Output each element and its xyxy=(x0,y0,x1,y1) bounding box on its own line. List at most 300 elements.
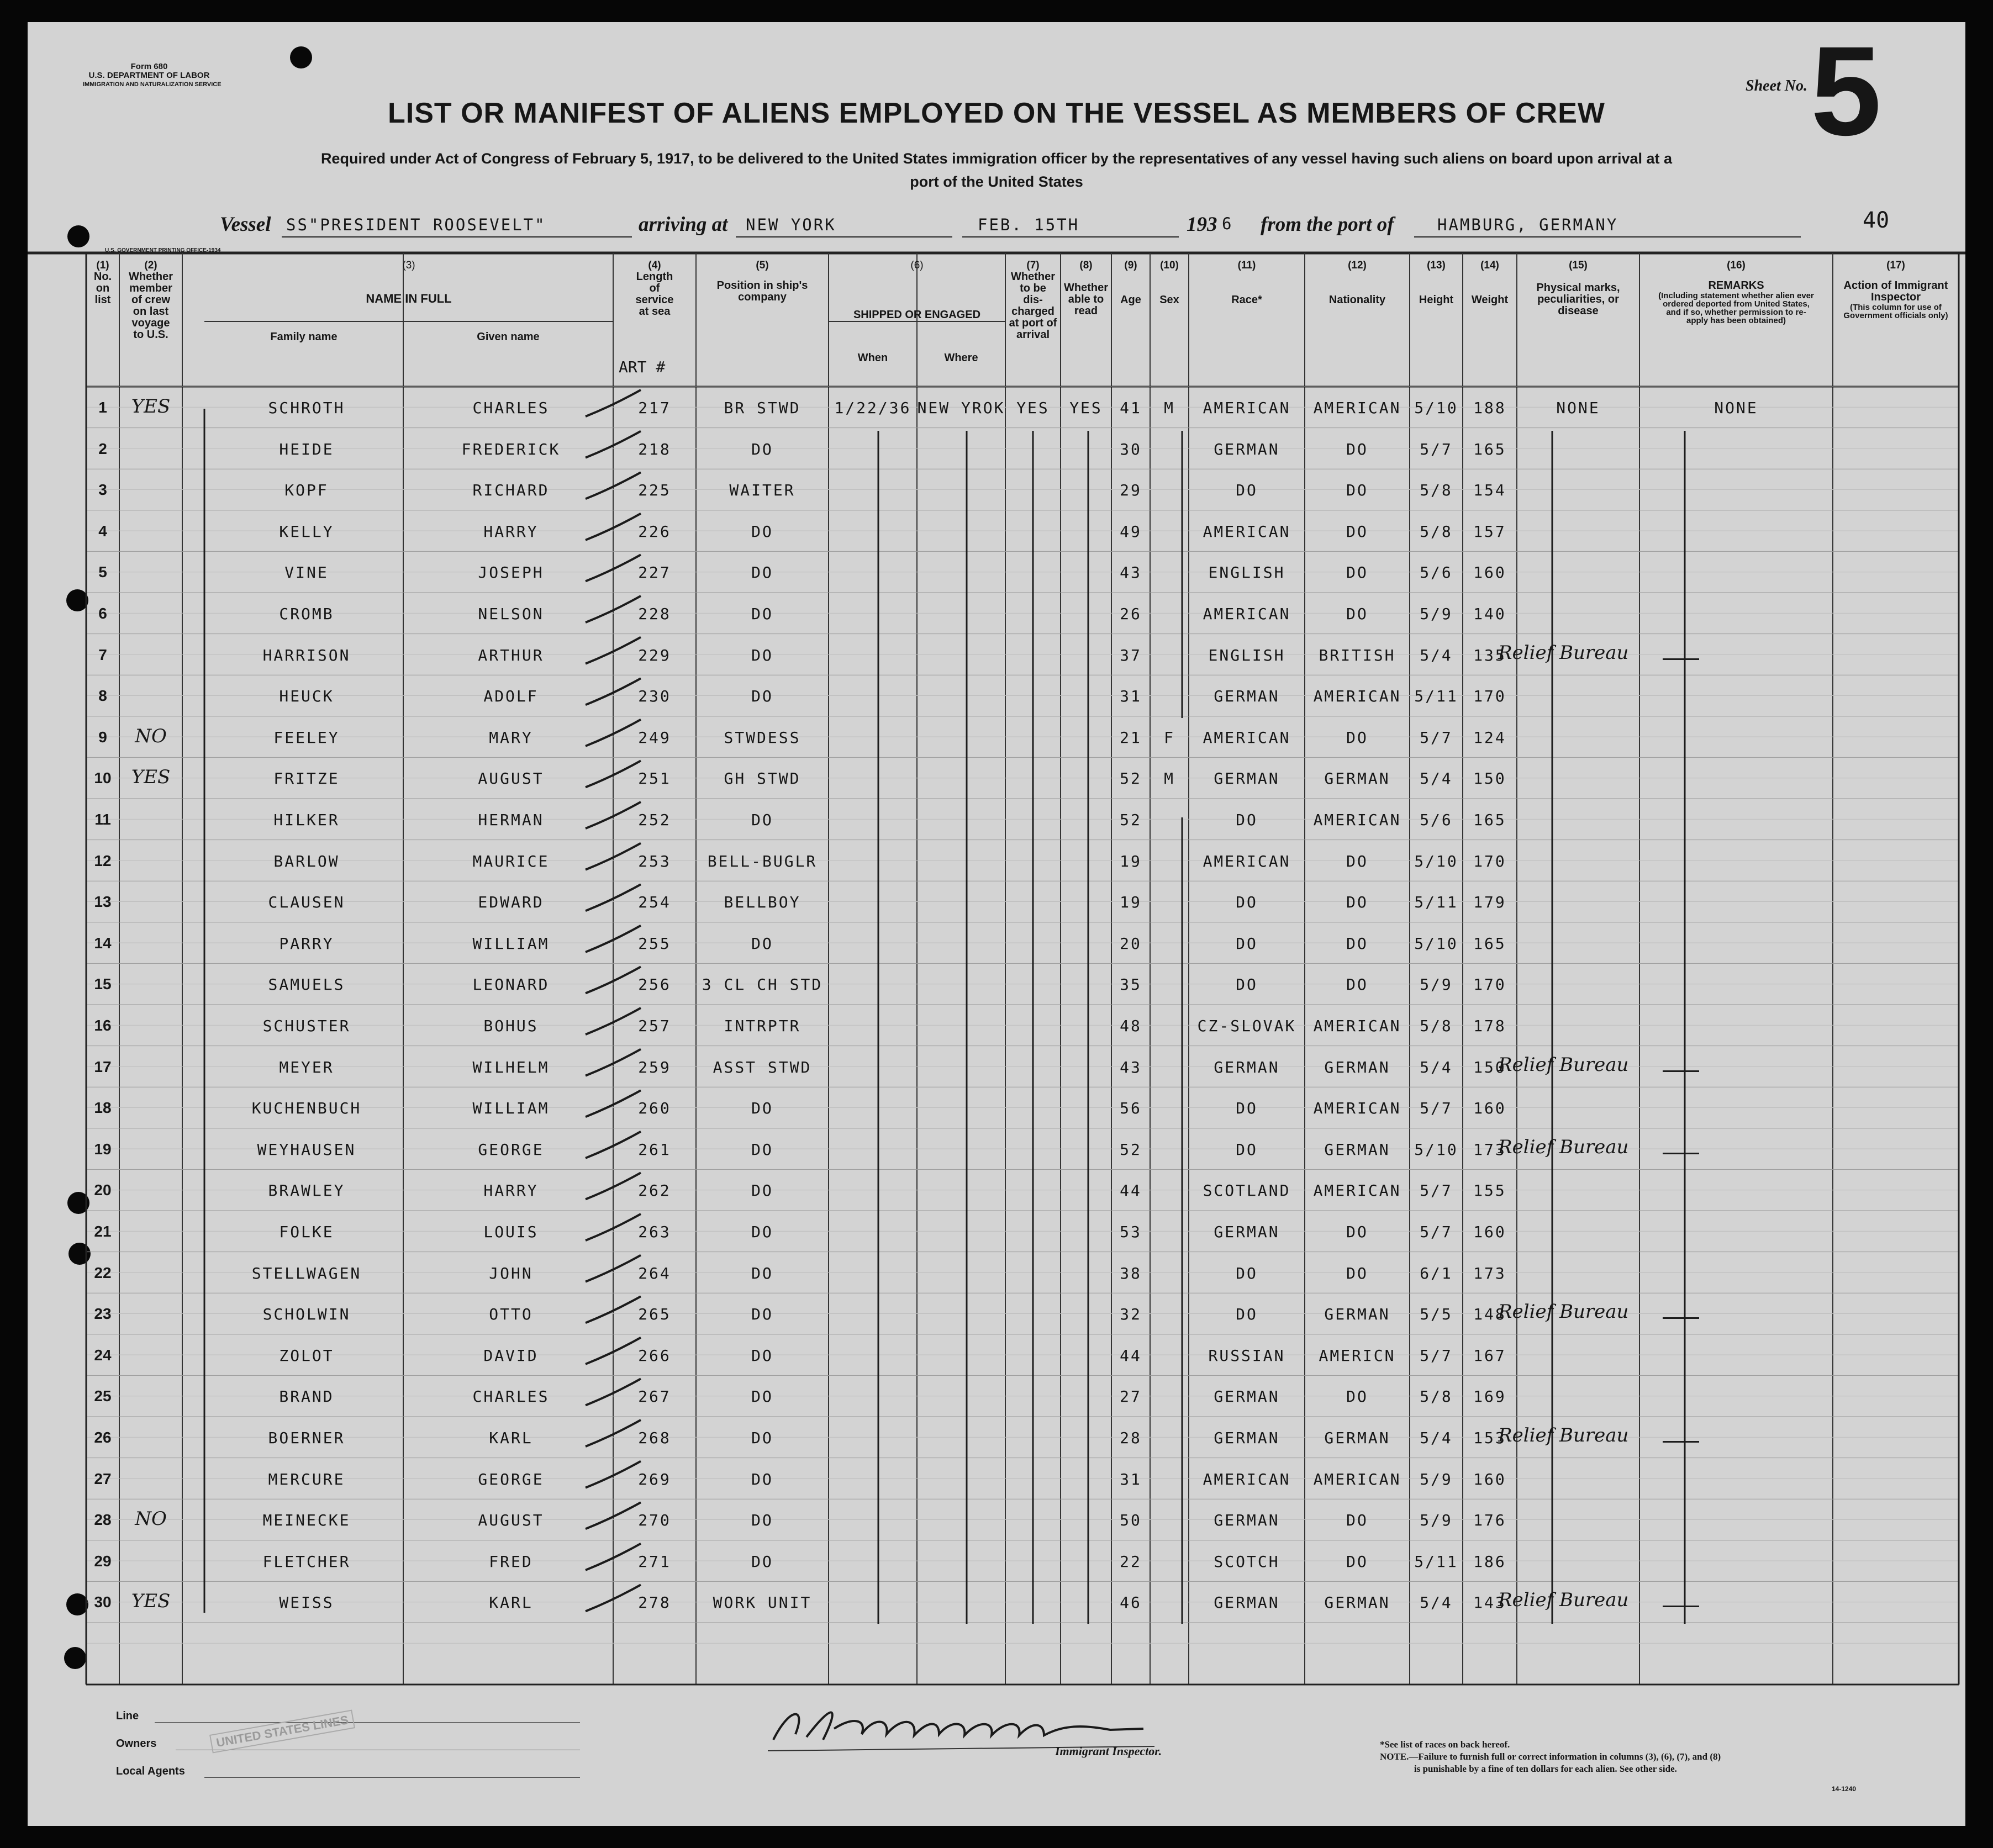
cell-race: GERMAN xyxy=(1214,1387,1280,1406)
cell-given: WILHELM xyxy=(472,1058,550,1076)
subtitle-line-2: port of the United States xyxy=(910,173,1083,190)
cell-given: GEORGE xyxy=(478,1470,544,1488)
cell-height: 5/9 xyxy=(1420,1511,1453,1530)
cell-nationality: BRITISH xyxy=(1319,646,1396,664)
cell-age: 49 xyxy=(1120,522,1142,541)
cell-service: 262 xyxy=(638,1181,671,1200)
header-height: (13) Height xyxy=(1419,260,1454,306)
cell-service: 229 xyxy=(638,646,671,664)
cell-position: DO xyxy=(751,934,773,953)
cell-race: ENGLISH xyxy=(1208,563,1285,582)
cell-family: WEYHAUSEN xyxy=(257,1140,356,1159)
cell-family: KUCHENBUCH xyxy=(251,1099,362,1118)
cell-given: LOUIS xyxy=(483,1223,539,1241)
cell-nationality: DO xyxy=(1346,605,1368,623)
cell-race: AMERICAN xyxy=(1203,1470,1291,1488)
cell-race: AMERICAN xyxy=(1203,399,1291,417)
manifest-sheet xyxy=(28,22,1965,1826)
cell-position: DO xyxy=(751,563,773,582)
cell-age: 43 xyxy=(1120,563,1142,582)
row-number: 19 xyxy=(94,1140,112,1158)
cell-family: WEISS xyxy=(279,1593,334,1612)
cell-age: 44 xyxy=(1120,1181,1142,1200)
cell-position: DO xyxy=(751,1264,773,1282)
header-art-note: ART # xyxy=(619,358,666,376)
cell-race: GERMAN xyxy=(1214,1511,1280,1530)
cell-nationality: AMERICAN xyxy=(1313,1017,1401,1035)
row-number: 7 xyxy=(98,646,107,663)
cell-race: DO xyxy=(1236,1264,1258,1282)
cell-weight: 160 xyxy=(1473,1223,1506,1241)
cell-family: HEIDE xyxy=(279,440,334,458)
row-number: 26 xyxy=(94,1429,112,1446)
row-number: 20 xyxy=(94,1181,112,1199)
cell-given: RICHARD xyxy=(472,481,550,500)
cell-height: 5/9 xyxy=(1420,605,1453,623)
header-age: (9) Age xyxy=(1120,260,1141,306)
remarks-handwritten: Relief Bureau xyxy=(1498,1589,1629,1612)
cell-position: DO xyxy=(751,1181,773,1200)
cell-family: SCHROTH xyxy=(268,399,345,417)
header-col6-number: (6) xyxy=(910,260,924,271)
row-number: 12 xyxy=(94,852,112,869)
cell-age: 31 xyxy=(1120,1470,1142,1488)
cell-given: HARRY xyxy=(483,522,539,541)
row-number: 1 xyxy=(98,399,107,416)
cell-given: AUGUST xyxy=(478,769,544,788)
cell-weight: 150 xyxy=(1473,769,1506,788)
row-number: 13 xyxy=(94,893,112,911)
cell-service: 227 xyxy=(638,563,671,582)
cell-age: 43 xyxy=(1120,1058,1142,1076)
cell-service: 230 xyxy=(638,687,671,706)
cell-race: AMERICAN xyxy=(1203,728,1291,747)
cell-position: DO xyxy=(751,687,773,706)
cell-race: DO xyxy=(1236,1305,1258,1324)
cell-weight: 124 xyxy=(1473,728,1506,747)
row-number: 11 xyxy=(94,811,111,828)
cell-position: DO xyxy=(751,811,773,829)
vessel-name: SS"PRESIDENT ROOSEVELT" xyxy=(286,215,546,234)
line-label: Line xyxy=(116,1710,139,1722)
cell-height: 5/4 xyxy=(1420,1429,1453,1447)
cell-height: 5/4 xyxy=(1420,1058,1453,1076)
cell-family: MEYER xyxy=(279,1058,334,1076)
cell-family: HEUCK xyxy=(279,687,334,706)
cell-family: HARRISON xyxy=(262,646,351,664)
header-able-to-read: (8) Whether able to read xyxy=(1064,260,1108,317)
cell-age: 38 xyxy=(1120,1264,1142,1282)
department: U.S. DEPARTMENT OF LABOR xyxy=(88,71,210,80)
cell-nationality: GERMAN xyxy=(1324,1593,1390,1612)
arrival-date: FEB. 15TH xyxy=(978,215,1080,234)
cell-given: HARRY xyxy=(483,1181,539,1200)
cell-given: CHARLES xyxy=(472,399,550,417)
subtitle-line-1: Required under Act of Congress of February 5, 1917, to be delivered to the United States immigration officer by the representatives of any vessel having such aliens on board upon arrival at a xyxy=(320,150,1673,167)
cell-family: BRAWLEY xyxy=(268,1181,345,1200)
cell-family: KELLY xyxy=(279,522,334,541)
cell-family: PARRY xyxy=(279,934,334,953)
cell-weight: 169 xyxy=(1473,1387,1506,1406)
cell-weight: 178 xyxy=(1473,1017,1506,1035)
cell-race: ENGLISH xyxy=(1208,646,1285,664)
header-previous-voyage: (2) Whether member of crew on last voyage to U.S. xyxy=(129,260,173,341)
cell-given: JOSEPH xyxy=(478,563,544,582)
cell-prev: YES xyxy=(131,395,171,418)
company-stamp: UNITED STATES LINES xyxy=(209,1709,355,1753)
cell-weight: 173 xyxy=(1473,1264,1506,1282)
local-agents-underline xyxy=(204,1777,580,1778)
cell-nationality: GERMAN xyxy=(1324,1429,1390,1447)
cell-race: DO xyxy=(1236,1099,1258,1118)
cell-position: INTRPTR xyxy=(724,1017,801,1035)
cell-weight: 155 xyxy=(1473,1181,1506,1200)
service-name: IMMIGRATION AND NATURALIZATION SERVICE xyxy=(83,81,222,88)
cell-nationality: DO xyxy=(1346,728,1368,747)
cell-nationality: GERMAN xyxy=(1324,1058,1390,1076)
cell-race: DO xyxy=(1236,481,1258,500)
cell-weight: 160 xyxy=(1473,1470,1506,1488)
cell-service: 254 xyxy=(638,893,671,912)
cell-position: DO xyxy=(751,1140,773,1159)
cell-age: 48 xyxy=(1120,1017,1142,1035)
cell-position: DO xyxy=(751,1470,773,1488)
cell-race: GERMAN xyxy=(1214,1058,1280,1076)
cell-race: GERMAN xyxy=(1214,1593,1280,1612)
cell-given: JOHN xyxy=(489,1264,533,1282)
header-remarks: (16) REMARKS (Including statement whether alien ever ordered deported from United States, and if so, whether permission to re- apply has been obtained) xyxy=(1658,260,1814,325)
cell-given: MAURICE xyxy=(472,852,550,870)
cell-height: 5/7 xyxy=(1420,1346,1453,1365)
cell-position: DO xyxy=(751,1223,773,1241)
cell-family: FEELEY xyxy=(273,728,340,747)
cell-service: 271 xyxy=(638,1552,671,1571)
cell-height: 5/4 xyxy=(1420,1593,1453,1612)
row-number: 17 xyxy=(94,1058,112,1075)
cell-prev: NO xyxy=(135,725,167,747)
row-number: 24 xyxy=(94,1346,112,1364)
cell-family: FLETCHER xyxy=(262,1552,351,1571)
failure-note-line-1: NOTE.—Failure to furnish full or correct information in columns (3), (6), (7), and (8) xyxy=(1380,1751,1721,1762)
cell-prev: YES xyxy=(131,1590,171,1613)
cell-weight: 176 xyxy=(1473,1511,1506,1530)
cell-nationality: DO xyxy=(1346,1387,1368,1406)
races-note: *See list of races on back hereof. xyxy=(1380,1739,1510,1750)
cell-weight: 160 xyxy=(1473,1099,1506,1118)
cell-race: AMERICAN xyxy=(1203,852,1291,870)
cell-position: 3 CL CH STD xyxy=(702,975,823,994)
cell-position: BELL-BUGLR xyxy=(707,852,818,870)
cell-height: 5/6 xyxy=(1420,811,1453,829)
cell-nationality: GERMAN xyxy=(1324,1140,1390,1159)
cell-age: 41 xyxy=(1120,399,1142,417)
cell-height: 5/7 xyxy=(1420,440,1453,458)
cell-service: 253 xyxy=(638,852,671,870)
remarks-stroke xyxy=(1663,1070,1699,1072)
cell-given: CHARLES xyxy=(472,1387,550,1406)
cell-position: DO xyxy=(751,1552,773,1571)
row-number: 22 xyxy=(94,1264,112,1281)
cell-weight: 173 xyxy=(1473,1140,1506,1159)
cell-height: 5/10 xyxy=(1414,399,1458,417)
cell-weight: 165 xyxy=(1473,440,1506,458)
row-number: 29 xyxy=(94,1552,112,1570)
cell-nationality: AMERICAN xyxy=(1313,1470,1401,1488)
cell-service: 265 xyxy=(638,1305,671,1324)
cell-race: DO xyxy=(1236,811,1258,829)
row-number: 27 xyxy=(94,1470,112,1487)
cell-race: GERMAN xyxy=(1214,1223,1280,1241)
cell-sex: M xyxy=(1164,399,1175,417)
arriving-port: NEW YORK xyxy=(746,215,836,234)
cell-age: 56 xyxy=(1120,1099,1142,1118)
cell-height: 5/8 xyxy=(1420,1387,1453,1406)
cell-service: 278 xyxy=(638,1593,671,1612)
cell-nationality: AMERICAN xyxy=(1313,1099,1401,1118)
cell-service: 249 xyxy=(638,728,671,747)
owners-label: Owners xyxy=(116,1738,157,1750)
row-number: 28 xyxy=(94,1511,112,1529)
cell-given: WILLIAM xyxy=(472,934,550,953)
cell-race: DO xyxy=(1236,1140,1258,1159)
cell-position: DO xyxy=(751,1346,773,1365)
header-discharged: (7) Whether to be dis- charged at port of arrival xyxy=(1009,260,1057,341)
cell-age: 52 xyxy=(1120,1140,1142,1159)
cell-given: ARTHUR xyxy=(478,646,544,664)
cell-weight: 170 xyxy=(1473,852,1506,870)
cell-weight: 150 xyxy=(1473,1058,1506,1076)
cell-nationality: AMERICAN xyxy=(1313,687,1401,706)
header-race: (11) Race* xyxy=(1231,260,1262,306)
row-number: 4 xyxy=(98,522,107,540)
cell-given: FRED xyxy=(489,1552,533,1571)
cell-age: 53 xyxy=(1120,1223,1142,1241)
cell-age: 22 xyxy=(1120,1552,1142,1571)
header-weight: (14) Weight xyxy=(1471,260,1509,306)
cell-service: 269 xyxy=(638,1470,671,1488)
cell-family: FOLKE xyxy=(279,1223,334,1241)
remarks-handwritten: Relief Bureau xyxy=(1498,1301,1629,1323)
cell-service: 228 xyxy=(638,605,671,623)
cell-weight: 153 xyxy=(1473,1429,1506,1447)
from-port: HAMBURG, GERMANY xyxy=(1437,215,1618,234)
cell-age: 21 xyxy=(1120,728,1142,747)
cell-given: BOHUS xyxy=(483,1017,539,1035)
cell-when: 1/22/36 xyxy=(834,399,911,417)
cell-family: FRITZE xyxy=(273,769,340,788)
cell-race: CZ-SLOVAK xyxy=(1197,1017,1296,1035)
cell-position: DO xyxy=(751,1387,773,1406)
cell-given: DAVID xyxy=(483,1346,539,1365)
cell-position: WAITER xyxy=(729,481,795,500)
cell-position: DO xyxy=(751,646,773,664)
cell-height: 5/4 xyxy=(1420,646,1453,664)
cell-family: SAMUELS xyxy=(268,975,345,994)
cell-race: GERMAN xyxy=(1214,769,1280,788)
cell-position: DO xyxy=(751,1099,773,1118)
inspector-caption: Immigrant Inspector. xyxy=(1055,1744,1162,1758)
remarks-handwritten: Relief Bureau xyxy=(1498,1053,1629,1076)
cell-weight: 160 xyxy=(1473,563,1506,582)
cell-age: 44 xyxy=(1120,1346,1142,1365)
cell-race: GERMAN xyxy=(1214,1429,1280,1447)
cell-discharged: YES xyxy=(1016,399,1050,417)
sheet-number: 5 xyxy=(1811,20,1881,162)
cell-position: DO xyxy=(751,440,773,458)
cell-nationality: DO xyxy=(1346,893,1368,912)
cell-nationality: DO xyxy=(1346,1552,1368,1571)
cell-family: BRAND xyxy=(279,1387,334,1406)
cell-given: HERMAN xyxy=(478,811,544,829)
cell-family: BARLOW xyxy=(273,852,340,870)
cell-service: 268 xyxy=(638,1429,671,1447)
cell-nationality: DO xyxy=(1346,852,1368,870)
cell-position: DO xyxy=(751,1305,773,1324)
cell-weight: 167 xyxy=(1473,1346,1506,1365)
cell-family: STELLWAGEN xyxy=(251,1264,362,1282)
cell-age: 30 xyxy=(1120,440,1142,458)
cell-service: 226 xyxy=(638,522,671,541)
cell-weight: 140 xyxy=(1473,605,1506,623)
vessel-label: Vessel xyxy=(220,213,271,236)
cell-weight: 143 xyxy=(1473,1593,1506,1612)
cell-given: OTTO xyxy=(489,1305,533,1324)
cell-given: FREDERICK xyxy=(461,440,561,458)
row-number: 9 xyxy=(98,728,107,746)
cell-height: 5/7 xyxy=(1420,728,1453,747)
cell-weight: 170 xyxy=(1473,975,1506,994)
cell-height: 5/10 xyxy=(1414,852,1458,870)
cell-nationality: DO xyxy=(1346,1264,1368,1282)
cell-age: 52 xyxy=(1120,769,1142,788)
cell-age: 19 xyxy=(1120,893,1142,912)
cell-family: MEINECKE xyxy=(262,1511,351,1530)
cell-family: SCHOLWIN xyxy=(262,1305,351,1324)
cell-given: KARL xyxy=(489,1593,533,1612)
cell-age: 19 xyxy=(1120,852,1142,870)
cell-age: 26 xyxy=(1120,605,1142,623)
cell-family: SCHUSTER xyxy=(262,1017,351,1035)
arriving-label: arriving at xyxy=(639,213,728,236)
cell-nationality: DO xyxy=(1346,934,1368,953)
cell-height: 5/7 xyxy=(1420,1223,1453,1241)
print-code: 14-1240 xyxy=(1832,1785,1857,1793)
cell-race: SCOTCH xyxy=(1214,1552,1280,1571)
row-number: 16 xyxy=(94,1017,112,1034)
cell-age: 50 xyxy=(1120,1511,1142,1530)
header-position: (5) Position in ship's company xyxy=(716,260,808,303)
remarks-handwritten: Relief Bureau xyxy=(1498,1136,1629,1158)
cell-weight: 148 xyxy=(1473,1305,1506,1324)
cell-age: 52 xyxy=(1120,811,1142,829)
cell-family: CLAUSEN xyxy=(268,893,345,912)
cell-given: ADOLF xyxy=(483,687,539,706)
cell-prev: YES xyxy=(131,766,171,789)
cell-height: 5/10 xyxy=(1414,934,1458,953)
header-nationality: (12) Nationality xyxy=(1328,260,1386,306)
header-inspector-action: (17) Action of Immigrant Inspector (This column for use of Government officials only) xyxy=(1843,260,1948,320)
cell-height: 5/11 xyxy=(1414,1552,1458,1571)
cell-height: 5/5 xyxy=(1420,1305,1453,1324)
header-family-name: Family name xyxy=(270,331,338,343)
cell-height: 5/9 xyxy=(1420,975,1453,994)
remarks-stroke xyxy=(1663,1606,1699,1607)
cell-weight: 157 xyxy=(1473,522,1506,541)
remarks-stroke xyxy=(1663,658,1699,660)
cell-height: 5/7 xyxy=(1420,1099,1453,1118)
cell-position: BR STWD xyxy=(724,399,801,417)
header-shipped-or-engaged: SHIPPED OR ENGAGED xyxy=(853,309,981,321)
year-suffix: 6 xyxy=(1222,214,1233,233)
cell-height: 5/7 xyxy=(1420,1181,1453,1200)
cell-nationality: DO xyxy=(1346,522,1368,541)
cell-nationality: AMERICAN xyxy=(1313,399,1401,417)
cell-given: EDWARD xyxy=(478,893,544,912)
cell-service: 259 xyxy=(638,1058,671,1076)
cell-nationality: GERMAN xyxy=(1324,1305,1390,1324)
cell-nationality: DO xyxy=(1346,481,1368,500)
cell-service: 260 xyxy=(638,1099,671,1118)
row-number: 10 xyxy=(94,769,112,787)
header-name-in-full: NAME IN FULL xyxy=(366,292,452,305)
from-port-label: from the port of xyxy=(1261,213,1394,236)
cell-remarks: NONE xyxy=(1714,399,1758,417)
row-number: 5 xyxy=(98,563,107,581)
cell-given: LEONARD xyxy=(472,975,550,994)
cell-race: DO xyxy=(1236,893,1258,912)
cell-nationality: DO xyxy=(1346,1511,1368,1530)
cell-service: 264 xyxy=(638,1264,671,1282)
cell-weight: 179 xyxy=(1473,893,1506,912)
cell-weight: 186 xyxy=(1473,1552,1506,1571)
cell-weight: 165 xyxy=(1473,811,1506,829)
cell-age: 27 xyxy=(1120,1387,1142,1406)
header-sex: (10) Sex xyxy=(1159,260,1179,306)
cell-height: 5/9 xyxy=(1420,1470,1453,1488)
header-no: (1) No. on list xyxy=(93,260,112,306)
cell-race: RUSSIAN xyxy=(1208,1346,1285,1365)
cell-race: DO xyxy=(1236,934,1258,953)
cell-service: 263 xyxy=(638,1223,671,1241)
cell-nationality: DO xyxy=(1346,563,1368,582)
cell-given: NELSON xyxy=(478,605,544,623)
local-agents-label: Local Agents xyxy=(116,1765,185,1777)
cell-service: 252 xyxy=(638,811,671,829)
cell-height: 5/11 xyxy=(1414,893,1458,912)
page-title: LIST OR MANIFEST OF ALIENS EMPLOYED ON THE VESSEL AS MEMBERS OF CREW xyxy=(388,97,1605,129)
row-number: 25 xyxy=(94,1387,112,1405)
cell-service: 267 xyxy=(638,1387,671,1406)
sheet-label: Sheet No. xyxy=(1746,77,1807,94)
cell-race: AMERICAN xyxy=(1203,605,1291,623)
year-prefix: 193 xyxy=(1187,213,1217,236)
cell-position: STWDESS xyxy=(724,728,801,747)
cell-race: DO xyxy=(1236,975,1258,994)
cell-service: 257 xyxy=(638,1017,671,1035)
cell-service: 255 xyxy=(638,934,671,953)
cell-family: BOERNER xyxy=(268,1429,345,1447)
row-number: 15 xyxy=(94,975,112,993)
cell-position: DO xyxy=(751,605,773,623)
cell-age: 37 xyxy=(1120,646,1142,664)
cell-height: 5/6 xyxy=(1420,563,1453,582)
cell-age: 46 xyxy=(1120,1593,1142,1612)
cell-height: 5/11 xyxy=(1414,687,1458,706)
cell-race: GERMAN xyxy=(1214,440,1280,458)
cell-given: MARY xyxy=(489,728,533,747)
cell-height: 5/8 xyxy=(1420,1017,1453,1035)
remarks-handwritten: Relief Bureau xyxy=(1498,1424,1629,1446)
